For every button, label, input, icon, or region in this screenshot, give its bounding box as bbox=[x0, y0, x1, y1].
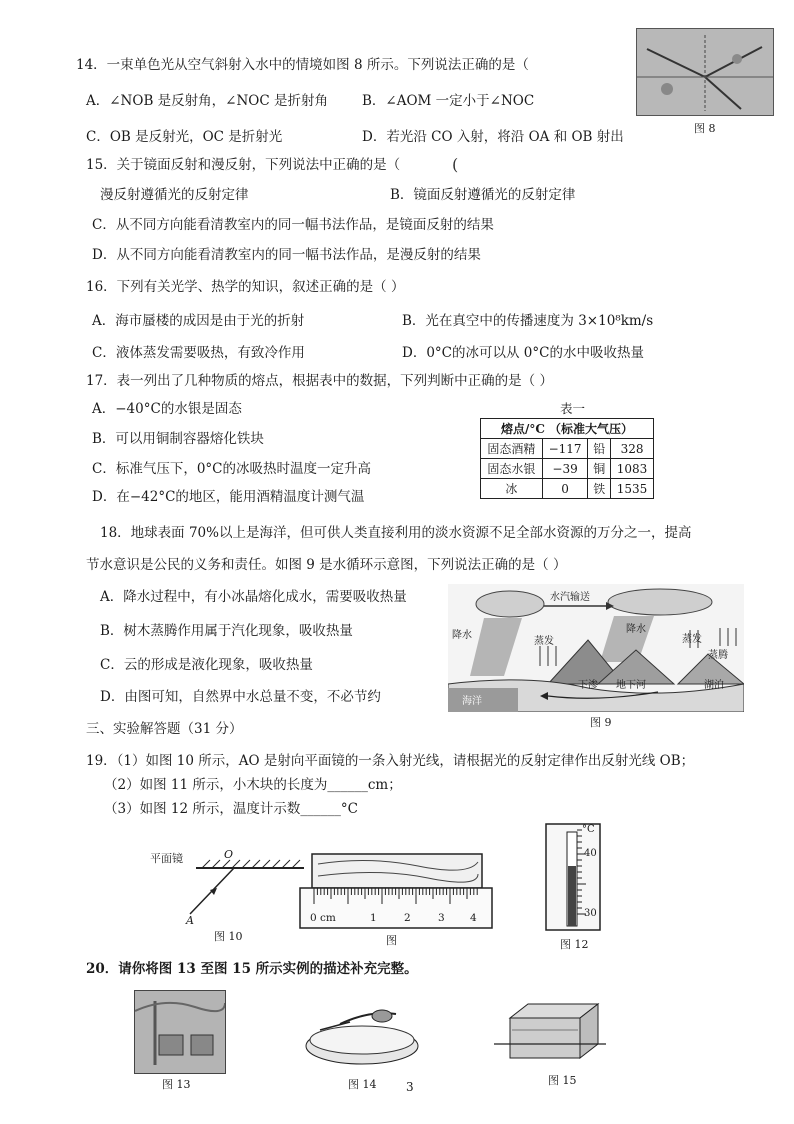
table-cell: 铅 bbox=[588, 439, 611, 459]
table-cell: 固态水银 bbox=[481, 459, 543, 479]
table-cell: 铁 bbox=[588, 479, 611, 499]
label-evaporation-right: 蒸发 bbox=[682, 634, 702, 645]
figure-14-caption: 图 14 bbox=[348, 1078, 377, 1091]
figure-8-rays bbox=[637, 29, 773, 115]
q15-option-b: B．镜面反射遵循光的反射定律 bbox=[390, 187, 576, 203]
margin-mark: ( bbox=[452, 155, 459, 174]
figure-11-ruler bbox=[298, 852, 494, 932]
thermometer-tick-30: 30 bbox=[584, 908, 597, 919]
q18-option-b: B．树木蒸腾作用属于汽化现象，吸收热量 bbox=[100, 623, 353, 639]
mirror-label: 平面镜 bbox=[150, 852, 183, 865]
figure-13-caption: 图 13 bbox=[162, 1078, 191, 1091]
table-cell: 1535 bbox=[611, 479, 654, 499]
table-row bbox=[481, 439, 654, 459]
melting-point-table bbox=[480, 418, 654, 499]
q14-option-d: D．若光沿 CO 入射，将沿 OA 和 OB 射出 bbox=[362, 129, 624, 145]
q17-stem: 17．表一列出了几种物质的熔点，根据表中的数据，下列判断中正确的是（ ） bbox=[86, 373, 553, 389]
table-cell: 0 bbox=[542, 479, 588, 499]
q19-part-2: （2）如图 11 所示，小木块的长度为______cm； bbox=[104, 777, 402, 793]
q14-stem: 14．一束单色光从空气斜射入水中的情境如图 8 所示。下列说法正确的是（ bbox=[76, 57, 529, 73]
q17-option-b: B．可以用铜制容器熔化铁块 bbox=[92, 431, 264, 447]
figure-9-caption: 图 9 bbox=[590, 716, 612, 729]
table-header-row bbox=[481, 419, 654, 439]
thermometer-unit: °C bbox=[582, 824, 595, 835]
q14-option-a: A．∠NOB 是反射角，∠NOC 是折射角 bbox=[86, 93, 328, 109]
q18-stem-line-1: 18．地球表面 70%以上是海洋，但可供人类直接利用的淡水资源不足全部水资源的万分之一，提高 bbox=[100, 525, 692, 541]
q16-option-a: A．海市蜃楼的成因是由于光的折射 bbox=[92, 313, 305, 329]
figure-15-caption: 图 15 bbox=[548, 1074, 577, 1087]
figure-12-caption: 图 12 bbox=[560, 938, 589, 951]
q15-option-a: 漫反射遵循光的反射定律 bbox=[100, 187, 249, 203]
ruler-label-3: 3 bbox=[438, 912, 445, 924]
thermometer-liquid bbox=[568, 866, 576, 926]
label-seepage: 下渗 bbox=[578, 680, 598, 691]
wood-block bbox=[312, 854, 482, 888]
section-3-title: 三、实验解答题（31 分） bbox=[86, 721, 243, 737]
q15-option-d: D．从不同方向能看清教室内的同一幅书法作品，是漫反射的结果 bbox=[92, 247, 481, 263]
thermometer-tick-40: 40 bbox=[584, 848, 597, 859]
ruler-label-0: 0 cm bbox=[310, 912, 336, 924]
table-cell: 1083 bbox=[611, 459, 654, 479]
q14-option-b: B．∠AOM 一定小于∠NOC bbox=[362, 93, 535, 109]
table-1-title: 表一 bbox=[560, 401, 586, 416]
q16-stem: 16．下列有关光学、热学的知识，叙述正确的是（ ） bbox=[86, 279, 405, 295]
q17-option-a: A．−40°C的水银是固态 bbox=[92, 401, 242, 417]
point-o-label: O bbox=[224, 848, 234, 861]
table-header: 熔点/°C （标准大气压） bbox=[481, 419, 654, 439]
table-cell: 固态酒精 bbox=[481, 439, 543, 459]
table-cell: 328 bbox=[611, 439, 654, 459]
label-evaporation-left: 蒸发 bbox=[534, 636, 554, 647]
page-number: 3 bbox=[406, 1080, 414, 1094]
q19-part-1: 19．（1）如图 10 所示，AO 是射向平面镜的一条入射光线，请根据光的反射定律作出反射光线 OB； bbox=[86, 753, 695, 769]
figure-9-water-cycle bbox=[448, 584, 744, 712]
label-transpiration: 蒸腾 bbox=[708, 650, 728, 661]
figure-15-photo bbox=[494, 1000, 606, 1070]
q16-option-c: C．液体蒸发需要吸热，有致冷作用 bbox=[92, 345, 305, 361]
q15-stem: 15．关于镜面反射和漫反射，下列说法中正确的是（ bbox=[86, 157, 401, 173]
label-rain-left: 降水 bbox=[452, 630, 472, 641]
q17-option-d: D．在−42°C的地区，能用酒精温度计测气温 bbox=[92, 489, 365, 505]
table-row bbox=[481, 479, 654, 499]
ruler-label-1: 1 bbox=[370, 912, 377, 924]
figure-13-photo bbox=[134, 990, 226, 1074]
figure-8-photo bbox=[636, 28, 774, 116]
q17-option-c: C．标准气压下，0°C的冰吸热时温度一定升高 bbox=[92, 461, 371, 477]
figure-14-photo bbox=[300, 1000, 420, 1070]
q18-option-c: C．云的形成是液化现象，吸收热量 bbox=[100, 657, 313, 673]
label-vapor-transport: 水汽输送 bbox=[550, 592, 590, 603]
figure-11-caption: 图 bbox=[386, 934, 397, 947]
point-a-label: A bbox=[186, 914, 194, 927]
figure-8-caption: 图 8 bbox=[694, 122, 716, 135]
water-cycle-diagram bbox=[448, 584, 744, 712]
table-cell: 冰 bbox=[481, 479, 543, 499]
q15-option-c: C．从不同方向能看清教室内的同一幅书法作品，是镜面反射的结果 bbox=[92, 217, 494, 233]
ruler-label-2: 2 bbox=[404, 912, 411, 924]
label-ocean: 海洋 bbox=[462, 696, 482, 707]
figure-12-thermometer bbox=[540, 820, 604, 934]
label-rain-right: 降水 bbox=[626, 624, 646, 635]
q14-option-c: C．OB 是反射光，OC 是折射光 bbox=[86, 129, 283, 145]
q16-option-b: B．光在真空中的传播速度为 3×10⁸km/s bbox=[402, 313, 654, 329]
q18-stem-line-2: 节水意识是公民的义务和责任。如图 9 是水循环示意图，下列说法正确的是（ ） bbox=[86, 557, 567, 573]
ruler-label-4: 4 bbox=[470, 912, 477, 924]
q18-option-d: D．由图可知，自然界中水总量不变，不必节约 bbox=[100, 689, 381, 705]
label-lake: 湖泊 bbox=[704, 680, 724, 691]
q20-stem: 20．请你将图 13 至图 15 所示实例的描述补充完整。 bbox=[86, 961, 418, 977]
table-row bbox=[481, 459, 654, 479]
label-underground-river: 地下河 bbox=[616, 680, 646, 691]
figure-10-caption: 图 10 bbox=[214, 930, 243, 943]
table-cell: 铜 bbox=[588, 459, 611, 479]
table-cell: −39 bbox=[542, 459, 588, 479]
q16-option-d: D．0°C的冰可以从 0°C的水中吸收热量 bbox=[402, 345, 644, 361]
table-cell: −117 bbox=[542, 439, 588, 459]
q18-option-a: A．降水过程中，有小冰晶熔化成水，需要吸收热量 bbox=[100, 589, 407, 605]
figure-10-mirror bbox=[150, 848, 310, 928]
q19-part-3: （3）如图 12 所示，温度计示数______°C bbox=[104, 801, 358, 817]
